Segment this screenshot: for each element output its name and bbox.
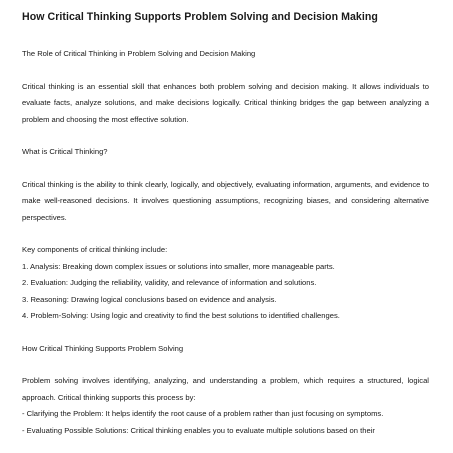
list-item: 3. Reasoning: Drawing logical conclusions based on evidence and analysis.: [22, 294, 277, 304]
components-list: [22, 259, 429, 325]
components-lead: Key components of critical thinking include:: [22, 245, 168, 254]
list-item: - Clarifying the Problem: It helps identify the root cause of a problem rather than just focusing on symptoms.: [22, 409, 384, 418]
intro-paragraph: Critical thinking is an essential skill that enhances both problem solving and decision making. It allows individuals to evaluate facts, analyze solutions, and make decisions logically. Critical thinking bridges the gap between analyzing a problem and choosing the most effective solution.: [22, 81, 429, 124]
document-title: How Critical Thinking Supports Problem Solving and Decision Making: [22, 11, 378, 23]
list-item: 2. Evaluation: Judging the reliability, validity, and relevance of information and solutions.: [22, 278, 317, 287]
section-heading-role: The Role of Critical Thinking in Problem Solving and Decision Making: [22, 49, 256, 58]
section-heading-what-is: What is Critical Thinking?: [22, 147, 108, 156]
problem-solving-paragraph: Problem solving involves identifying, analyzing, and understanding a problem, which requires a structured, logical approach. Critical thinking supports this process by:: [22, 376, 429, 402]
list-item: 1. Analysis: Breaking down complex issues or solutions into smaller, more manageable parts.: [22, 261, 335, 271]
definition-paragraph: Critical thinking is the ability to think clearly, logically, and objectively, evaluating information, arguments, and evidence to make well-reasoned decisions. It involves questioning assumptions, recognizing biases, and considering alternative perspectives.: [22, 179, 429, 222]
list-item: - Evaluating Possible Solutions: Critical thinking enables you to evaluate multiple solutions based on their: [22, 425, 375, 435]
list-item: 4. Problem-Solving: Using logic and creativity to find the best solutions to identified challenges.: [22, 311, 340, 320]
section-heading-supports: How Critical Thinking Supports Problem Solving: [22, 343, 184, 353]
process-list: [22, 406, 429, 439]
